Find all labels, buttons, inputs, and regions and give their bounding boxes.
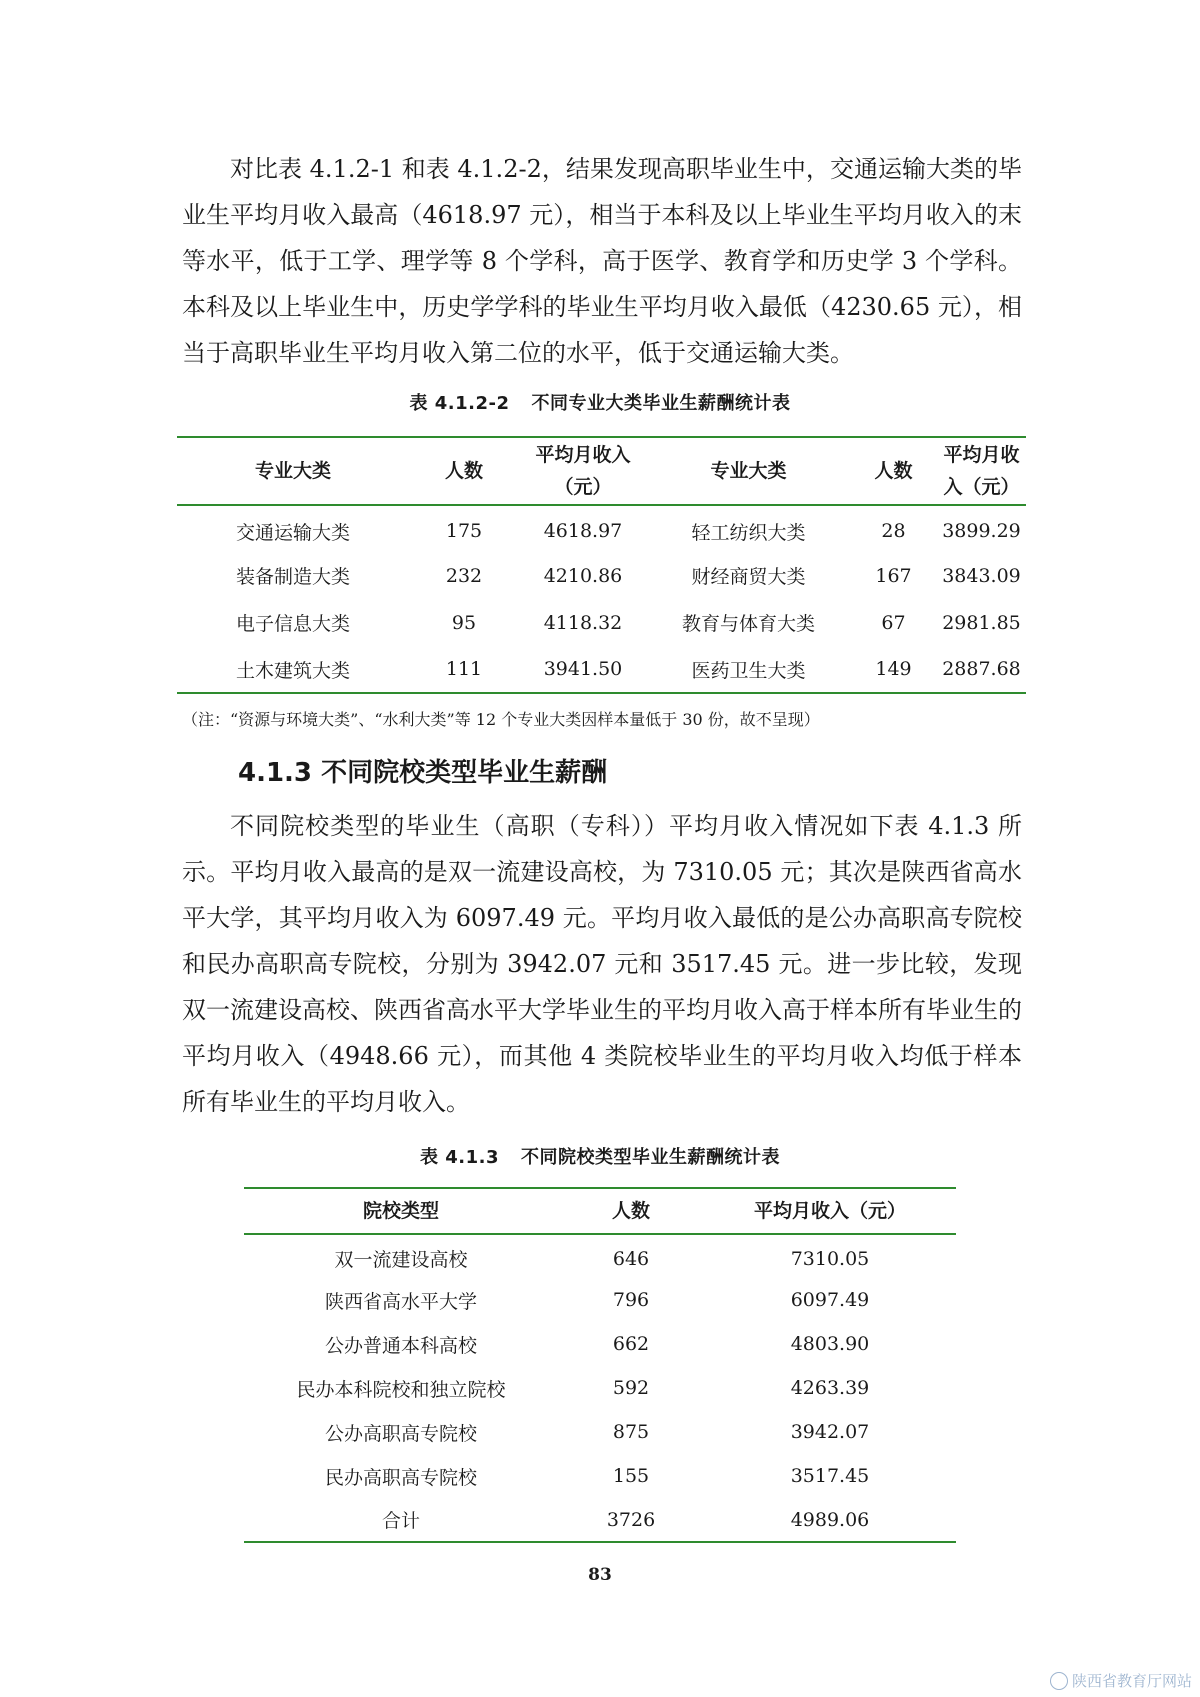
table-cell: 111 — [445, 658, 483, 680]
table-row — [244, 1366, 956, 1410]
table-cell: 3941.50 — [543, 658, 623, 680]
watermark-logo-icon — [1050, 1672, 1068, 1690]
table-cell: 装备制造大类 — [235, 566, 350, 588]
table-cell: 3726 — [606, 1508, 656, 1531]
table-cell: 4263.39 — [790, 1377, 870, 1399]
school-type-salary-table — [244, 1187, 956, 1543]
table-cell: 财经商贸大类 — [691, 566, 806, 588]
table-caption-major-salary — [0, 389, 1200, 415]
table-cell: 医药卫生大类 — [691, 659, 806, 682]
table-cell: 合计 — [381, 1510, 420, 1532]
table-cell: 875 — [612, 1421, 650, 1443]
table-cell: 95 — [451, 611, 477, 634]
table-cell: 592 — [612, 1377, 650, 1399]
table-cell: 双一流建设高校 — [334, 1249, 468, 1271]
body-paragraph-comparison: 对比表 4.1.2-1 和表 4.1.2-2，结果发现高职毕业生中，交通运输大类的毕业生平均月收入最高（4618.97 元），相当于本科及以上毕业生平均月收入的末等水平，低于工学、理学等 8 个学科，高于医学、教育学和历史学 3 个学科。本科及以上毕业生中，历史学学科的毕业生平均月收入最低（4230.65 元），相当于高职毕业生平均月收入第二位的水平，低于交通运输大类。 — [182, 155, 1022, 367]
table-row — [244, 1234, 956, 1278]
section-heading: 4.1.3 不同院校类型毕业生薪酬 — [238, 758, 608, 788]
column-header: 平均月收入（元） — [943, 444, 1020, 498]
table-row — [177, 646, 1026, 693]
major-salary-table — [177, 436, 1026, 694]
table-cell: 155 — [612, 1465, 650, 1487]
table-cell: 3843.09 — [942, 564, 1021, 587]
table-cell: 土木建筑大类 — [235, 659, 350, 682]
table-cell: 2981.85 — [942, 611, 1021, 634]
table-row — [244, 1410, 956, 1454]
table-cell: 公办高职高专院校 — [324, 1422, 477, 1445]
table-cell: 3517.45 — [790, 1465, 870, 1487]
table-cell: 公办普通本科高校 — [324, 1334, 477, 1357]
table-cell: 4618.97 — [543, 520, 623, 542]
table-row — [177, 599, 1026, 646]
table-cell: 149 — [875, 658, 912, 680]
table-cell: 4803.90 — [790, 1333, 870, 1355]
table-cell: 教育与体育大类 — [681, 613, 815, 635]
table-caption-school-salary — [0, 1143, 1200, 1169]
table-header-row — [244, 1188, 956, 1234]
body-paragraph-school-type: 不同院校类型的毕业生（高职（专科））平均月收入情况如下表 4.1.3 所示。平均月收入最高的是双一流建设高校，为 7310.05 元；其次是陕西省高水平大学，其平均月收入为 6097.49 元。平均月收入最低的是公办高职高专院校和民办高职高专院校，分别为 3942.07 元和 3517.45 元。进一步比较，发现双一流建设高校、陕西省高水平大学毕业生的平均月收入高于样本所有毕业生的平均月收入（4948.66 元），而其他 4 类院校毕业生的平均月收入均低于样本所有毕业生的平均月收入。 — [182, 812, 1022, 1116]
table-cell: 662 — [612, 1333, 650, 1355]
table-cell: 232 — [445, 564, 483, 587]
table-cell: 电子信息大类 — [235, 613, 350, 635]
table-row — [244, 1454, 956, 1498]
table-title: 不同专业大类毕业生薪酬统计表 — [531, 393, 791, 414]
table-row — [177, 552, 1026, 599]
table-number: 表 4.1.2-2 — [409, 393, 510, 414]
table-row — [244, 1278, 956, 1322]
column-header: 人数 — [611, 1200, 650, 1222]
table-row — [244, 1322, 956, 1366]
watermark — [1050, 1670, 1192, 1691]
column-header: 专业大类 — [254, 460, 331, 482]
table-note: （注：“资源与环境大类”、“水利大类”等 12 个专业大类因样本量低于 30 份，故不呈现） — [182, 710, 820, 729]
table-cell: 陕西省高水平大学 — [324, 1290, 477, 1313]
table-title: 不同院校类型毕业生薪酬统计表 — [521, 1147, 780, 1168]
table-cell: 7310.05 — [790, 1247, 870, 1270]
table-cell: 民办高职高专院校 — [324, 1466, 477, 1489]
table-cell: 796 — [612, 1289, 650, 1311]
table-cell: 4118.32 — [543, 611, 623, 634]
table-cell: 6097.49 — [790, 1289, 870, 1311]
column-header: 人数 — [874, 460, 913, 482]
column-header: 专业大类 — [710, 460, 787, 482]
table-header-row — [177, 437, 1026, 505]
table-cell: 4989.06 — [790, 1508, 870, 1531]
table-cell: 轻工纺织大类 — [691, 521, 806, 544]
table-row — [177, 505, 1026, 552]
table-cell: 3942.07 — [790, 1421, 870, 1443]
table-cell: 646 — [612, 1247, 650, 1270]
column-header: 院校类型 — [362, 1200, 439, 1222]
table-cell: 167 — [875, 564, 912, 587]
column-header: 平均月收入（元） — [753, 1200, 906, 1222]
table-number: 表 4.1.3 — [419, 1147, 499, 1168]
table-cell: 交通运输大类 — [235, 521, 350, 544]
column-header: 人数 — [444, 460, 483, 482]
table-cell: 2887.68 — [942, 658, 1021, 680]
table-total-row — [244, 1498, 956, 1542]
table-cell: 民办本科院校和独立院校 — [296, 1378, 506, 1401]
page-number: 83 — [588, 1565, 612, 1585]
watermark-text: 陕西省教育厅网站 — [1071, 1672, 1192, 1690]
table-cell: 4210.86 — [543, 564, 623, 587]
table-cell: 28 — [881, 520, 906, 542]
table-cell: 175 — [445, 520, 483, 542]
table-cell: 3899.29 — [942, 520, 1021, 542]
column-header: 平均月收入（元） — [535, 444, 631, 498]
table-cell: 67 — [881, 611, 906, 634]
